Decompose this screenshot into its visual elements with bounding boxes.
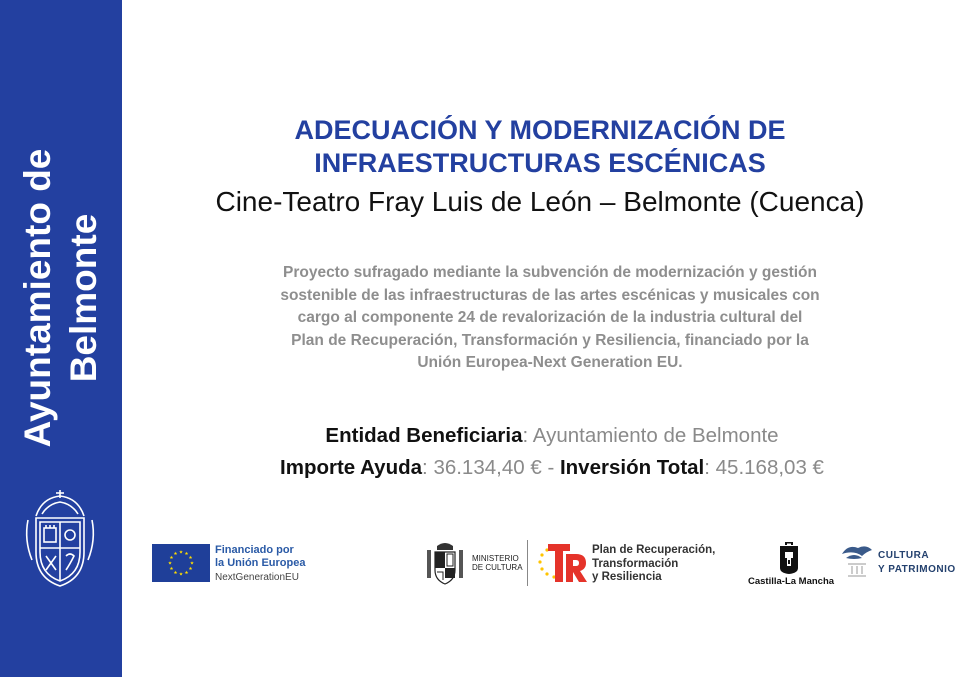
clm-castle-icon — [777, 540, 801, 574]
beneficiary-value: Ayuntamiento de Belmonte — [532, 424, 779, 447]
prtr-logo-icon — [536, 542, 588, 584]
eu-funding-logo — [152, 544, 317, 584]
sidebar-title-line2: Belmonte — [63, 213, 104, 383]
ministerio-line1: MINISTERIO — [472, 554, 519, 563]
description-line1: Proyecto sufragado mediante la subvención de modernización y gestión — [282, 264, 817, 281]
description-line4: Plan de Recuperación, Transformación y Resiliencia, financiado por la — [291, 331, 809, 349]
ministerio-cultura-logo — [425, 540, 525, 590]
project-description — [172, 262, 928, 375]
belmonte-crest-icon — [22, 490, 98, 590]
plan-recuperacion-logo — [536, 542, 746, 588]
sidebar-title-line1: Ayuntamiento de — [17, 148, 58, 448]
sidebar-title — [15, 149, 107, 448]
aid-value: 36.134,40 € — [433, 456, 542, 479]
eu-flag-icon — [152, 544, 210, 582]
sidebar — [0, 0, 122, 677]
page-title-line2: INFRAESTRUCTURAS ESCÉNICAS — [314, 148, 766, 178]
cultura-line2: Y PATRIMONIO — [878, 564, 956, 575]
beneficiary-line: Entidad Beneficiaria: Ayuntamiento de Belmonte — [325, 424, 779, 447]
plan-line3: y Resiliencia — [592, 571, 662, 583]
clm-label: Castilla-La Mancha — [748, 576, 835, 587]
description-line2: sostenible de las infraestructuras de las artes escénicas y musicales con — [280, 286, 820, 304]
castilla-la-mancha-logo — [748, 540, 835, 590]
page-subtitle: Cine-Teatro Fray Luis de León – Belmonte (Cuenca) — [215, 186, 865, 217]
aid-label: Importe Ayuda — [280, 456, 423, 479]
page-title-line1: ADECUACIÓN Y MODERNIZACIÓN DE — [294, 115, 786, 145]
amount-separator: - — [547, 456, 555, 479]
eu-logo-line3: NextGenerationEU — [215, 572, 299, 583]
cultura-patrimonio-logo — [840, 542, 960, 582]
logo-divider — [527, 540, 528, 586]
ministerio-line2: DE CULTURA — [472, 563, 523, 572]
description-line5: Unión Europea-Next Generation EU. — [417, 354, 683, 371]
plan-line2: Transformación — [592, 557, 679, 570]
eu-logo-line2: la Unión Europea — [215, 557, 306, 569]
plan-line1: Plan de Recuperación, — [592, 544, 716, 556]
amounts-line: Importe Ayuda: 36.134,40 € - Inversión Total: 45.168,03 € — [280, 456, 824, 479]
total-label: Inversión Total — [559, 456, 705, 479]
cultura-line1: CULTURA — [878, 550, 930, 561]
description-line3: cargo al componente 24 de revalorización de la industria cultural del — [297, 309, 803, 326]
page-title — [160, 114, 920, 180]
funding-summary — [152, 420, 952, 484]
cultura-patrimonio-icon — [840, 542, 874, 580]
beneficiary-label: Entidad Beneficiaria — [325, 424, 523, 447]
eu-logo-line1: Financiado por — [215, 544, 294, 556]
total-value: 45.168,03 € — [715, 456, 824, 479]
spain-coat-of-arms-icon — [425, 540, 465, 588]
